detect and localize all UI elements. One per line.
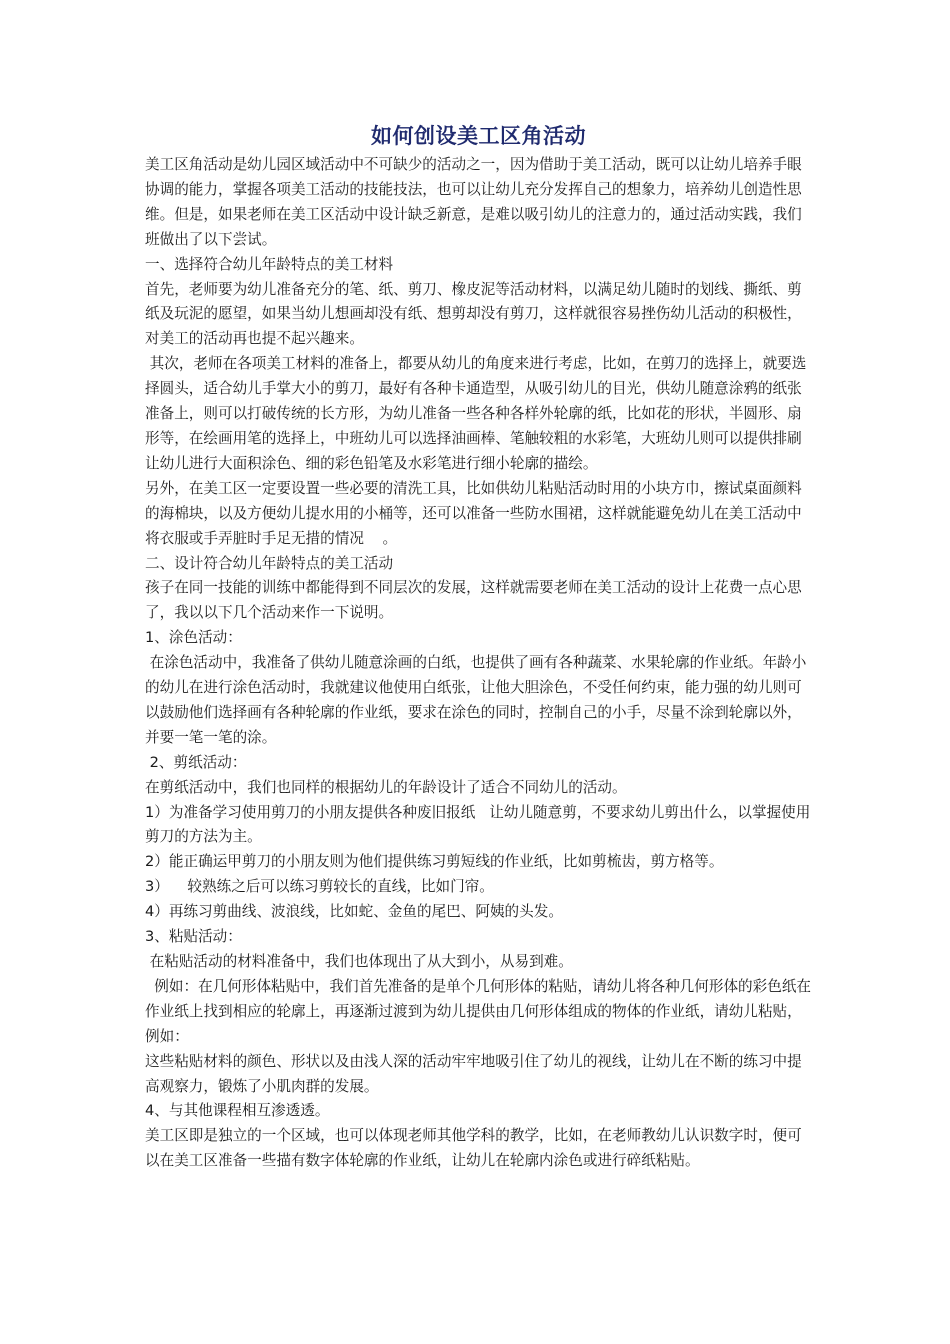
paragraph: 美工区角活动是幼儿园区域活动中不可缺少的活动之一，因为借助于美工活动，既可以让幼儿培养手眼协调的能力，掌握各项美工活动的技能技法，也可以让幼儿充分发挥自己的想象力，培养幼儿创造性思维。但是，如果老师在美工区活动中设计缺乏新意，是难以吸引幼儿的注意力的，通过活动实践，我们班做出了以下尝试。 — [145, 156, 802, 248]
section-heading: 一、选择符合幼儿年龄特点的美工材料 — [145, 255, 394, 273]
subsection-heading: 4、与其他课程相互渗透透。 — [145, 1102, 330, 1120]
paragraph: 另外，在美工区一定要设置一些必要的清洗工具，比如供幼儿粘贴活动时用的小块方巾，擦试桌面颜料的海棉块，以及方便幼儿提水用的小桶等，还可以准备一些防水围裙，这样就能避免幼儿在美工活动中将衣服或手弄脏时手足无措的情况 。 — [145, 479, 802, 547]
subsection-heading: 3、粘贴活动： — [145, 928, 242, 946]
paragraph: 这些粘贴材料的颜色、形状以及由浅人深的活动牢牢地吸引住了幼儿的视线，让幼儿在不断的练习中提高观察力，锻炼了小肌肉群的发展。 — [145, 1052, 802, 1095]
paragraph: 孩子在同一技能的训练中都能得到不同层次的发展，这样就需要老师在美工活动的设计上花费一点心思了，我以以下几个活动来作一下说明。 — [145, 579, 802, 622]
list-item: 4）再练习剪曲线、波浪线，比如蛇、金鱼的尾巴、阿姨的头发。 — [145, 903, 563, 921]
list-item: 2）能正确运甲剪刀的小朋友则为他们提供练习剪短线的作业纸，比如剪梳齿，剪方格等。 — [145, 853, 724, 871]
list-item: 1）为准备学习使用剪刀的小朋友提供各种废旧报纸 让幼儿随意剪，不要求幼儿剪出什么，以掌握使用剪刀的方法为主。 — [145, 803, 811, 846]
document-title: 如何创设美工区角活动 — [371, 124, 586, 148]
paragraph: 在粘贴活动的材料准备中，我们也体现出了从大到小，从易到难。 — [145, 953, 573, 970]
paragraph: 例如：在几何形体粘贴中，我们首先准备的是单个几何形体的粘贴，请幼儿将各种几何形体的彩色纸在作业纸上找到相应的轮廓上，再逐渐过渡到为幼儿提供由几何形体组成的物体的作业纸，请幼儿粘贴，例如： — [145, 977, 812, 1045]
paragraph: 美工区即是独立的一个区域，也可以体现老师其他学科的教学，比如，在老师教幼儿认识数字时，便可以在美工区准备一些描有数字体轮廓的作业纸，让幼儿在轮廓内涂色或进行碎纸粘贴。 — [145, 1127, 802, 1170]
paragraph: 在剪纸活动中，我们也同样的根据幼儿的年龄设计了适合不同幼儿的活动。 — [145, 778, 627, 796]
paragraph: 在涂色活动中，我准备了供幼儿随意涂画的白纸，也提供了画有各种蔬菜、水果轮廓的作业纸。年龄小的幼儿在进行涂色活动时，我就建议他使用白纸张，让他大胆涂色，不受任何约束，能力强的幼儿则可以鼓励他们选择画有各种轮廓的作业纸，要求在涂色的同时，控制自己的小手，尽量不涂到轮廓以外，并要一笔一笔的涂。 — [145, 654, 807, 746]
list-item: 3） 较熟练之后可以练习剪较长的直线，比如门帘。 — [145, 878, 494, 896]
paragraph: 首先，老师要为幼儿准备充分的笔、纸、剪刀、橡皮泥等活动材料，以满足幼儿随时的划线、撕纸、剪纸及玩泥的愿望，如果当幼儿想画却没有纸、想剪却没有剪刀，这样就很容易挫伤幼儿活动的积极性，对美工的活动再也提不起兴趣来。 — [145, 280, 802, 348]
paragraph: 其次，老师在各项美工材料的准备上，都要从幼儿的角度来进行考虑，比如，在剪刀的选择上，就要选择圆头，适合幼儿手掌大小的剪刀，最好有各种卡通造型，从吸引幼儿的目光，供幼儿随意涂鸦的纸张准备上，则可以打破传统的长方形，为幼儿准备一些各种各样外轮廓的纸，比如花的形状，半圆形、扇形等，在绘画用笔的选择上，中班幼儿可以选择油画棒、笔触较粗的水彩笔，大班幼儿则可以提供排刷让幼儿进行大面积涂色、细的彩色铅笔及水彩笔进行细小轮廓的描绘。 — [145, 355, 807, 472]
subsection-heading: 2、剪纸活动： — [145, 753, 247, 771]
document-body — [145, 153, 812, 1174]
section-heading: 二、设计符合幼儿年龄特点的美工活动 — [145, 554, 394, 572]
subsection-heading: 1、涂色活动： — [145, 629, 242, 647]
